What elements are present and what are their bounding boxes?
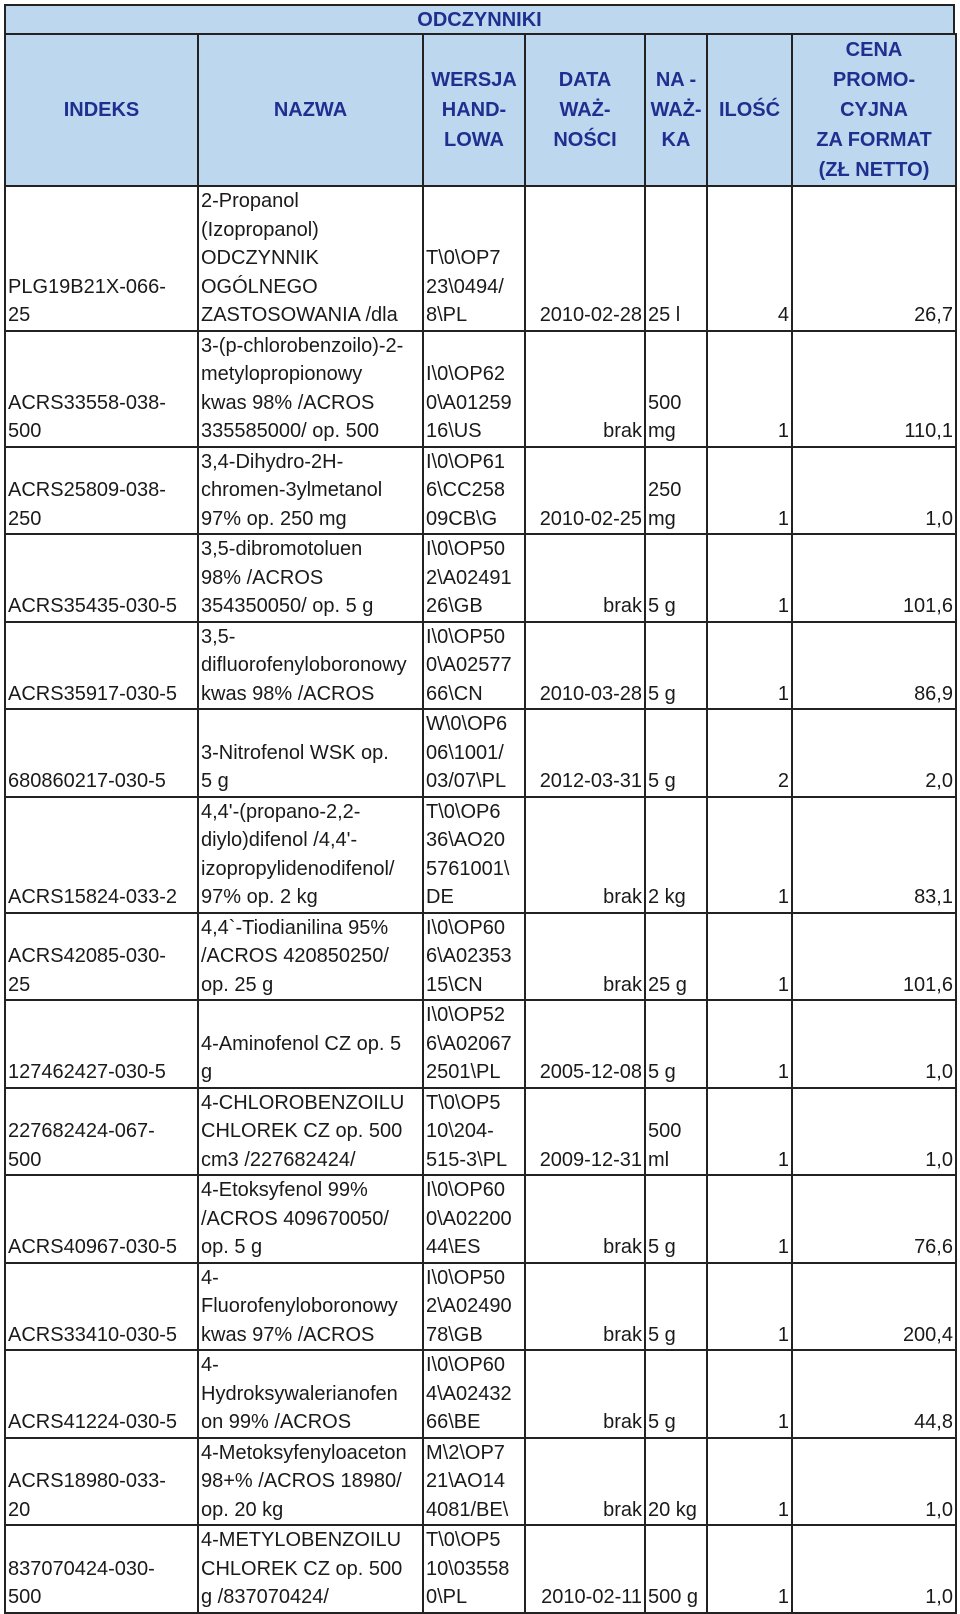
cell-nawazka: 500 mg: [645, 331, 707, 447]
cell-data-waznosci: 2010-02-28: [525, 186, 645, 331]
cell-wersja: I\0\OP60 4\A02432 66\BE: [423, 1350, 525, 1438]
reagents-document: [4, 4, 955, 1614]
cell-ilosc: 1: [707, 1438, 792, 1526]
cell-data-waznosci: 2010-02-25: [525, 447, 645, 535]
cell-wersja: I\0\OP52 6\A02067 2501\PL: [423, 1000, 525, 1088]
cell-wersja: I\0\OP60 6\A02353 15\CN: [423, 913, 525, 1001]
cell-nawazka: 25 g: [645, 913, 707, 1001]
cell-data-waznosci: brak: [525, 331, 645, 447]
cell-indeks: PLG19B21X-066- 25: [5, 186, 198, 331]
table-row: [5, 1000, 956, 1088]
table-row: [5, 1525, 956, 1613]
cell-nawazka: 5 g: [645, 1175, 707, 1263]
cell-cena: 200,4: [792, 1263, 956, 1351]
cell-nawazka: 5 g: [645, 622, 707, 710]
cell-cena: 1,0: [792, 1000, 956, 1088]
cell-nazwa: 3,5- difluorofenyloboronowy kwas 98% /ACROS: [198, 622, 423, 710]
cell-data-waznosci: 2009-12-31: [525, 1088, 645, 1176]
cell-nawazka: 5 g: [645, 1263, 707, 1351]
cell-ilosc: 1: [707, 1088, 792, 1176]
cell-wersja: I\0\OP62 0\A01259 16\US: [423, 331, 525, 447]
cell-cena: 86,9: [792, 622, 956, 710]
cell-nawazka: 250 mg: [645, 447, 707, 535]
cell-indeks: ACRS33410-030-5: [5, 1263, 198, 1351]
table-row: [5, 534, 956, 622]
cell-indeks: ACRS42085-030- 25: [5, 913, 198, 1001]
cell-data-waznosci: brak: [525, 1438, 645, 1526]
cell-nazwa: 4-Aminofenol CZ op. 5 g: [198, 1000, 423, 1088]
cell-wersja: M\2\OP7 21\AO14 4081/BE\: [423, 1438, 525, 1526]
cell-indeks: ACRS40967-030-5: [5, 1175, 198, 1263]
table-row: [5, 1350, 956, 1438]
cell-nazwa: 3,4-Dihydro-2H- chromen-3ylmetanol 97% op. 250 mg: [198, 447, 423, 535]
cell-data-waznosci: 2005-12-08: [525, 1000, 645, 1088]
cell-cena: 110,1: [792, 331, 956, 447]
cell-nawazka: 5 g: [645, 534, 707, 622]
cell-ilosc: 1: [707, 331, 792, 447]
cell-nazwa: 4-Metoksyfenyloaceton 98+% /ACROS 18980/ op. 20 kg: [198, 1438, 423, 1526]
cell-nazwa: 3-(p-chlorobenzoilo)-2- metylopropionowy kwas 98% /ACROS 335585000/ op. 500: [198, 331, 423, 447]
cell-data-waznosci: brak: [525, 797, 645, 913]
cell-nazwa: 4-Etoksyfenol 99% /ACROS 409670050/ op. 5 g: [198, 1175, 423, 1263]
column-header-cena: CENA PROMO- CYJNA ZA FORMAT (ZŁ NETTO): [792, 34, 956, 186]
cell-indeks: 127462427-030-5: [5, 1000, 198, 1088]
cell-indeks: ACRS15824-033-2: [5, 797, 198, 913]
cell-nazwa: 3-Nitrofenol WSK op. 5 g: [198, 709, 423, 797]
cell-cena: 1,0: [792, 447, 956, 535]
cell-data-waznosci: brak: [525, 913, 645, 1001]
cell-cena: 1,0: [792, 1438, 956, 1526]
cell-ilosc: 2: [707, 709, 792, 797]
cell-ilosc: 4: [707, 186, 792, 331]
cell-nawazka: 5 g: [645, 1350, 707, 1438]
cell-data-waznosci: brak: [525, 534, 645, 622]
cell-ilosc: 1: [707, 1175, 792, 1263]
column-header-nawazka: NA - WAŻ- KA: [645, 34, 707, 186]
table-row: [5, 622, 956, 710]
cell-nawazka: 5 g: [645, 1000, 707, 1088]
cell-nawazka: 500 ml: [645, 1088, 707, 1176]
cell-data-waznosci: brak: [525, 1263, 645, 1351]
column-header-indeks: INDEKS: [5, 34, 198, 186]
cell-ilosc: 1: [707, 1263, 792, 1351]
table-row: [5, 1438, 956, 1526]
cell-nazwa: 4,4`-Tiodianilina 95% /ACROS 420850250/ op. 25 g: [198, 913, 423, 1001]
table-row: [5, 1088, 956, 1176]
cell-cena: 1,0: [792, 1088, 956, 1176]
table-header-row: [5, 34, 956, 186]
cell-ilosc: 1: [707, 622, 792, 710]
column-header-ilosc: ILOŚĆ: [707, 34, 792, 186]
cell-wersja: W\0\OP6 06\1001/ 03/07\PL: [423, 709, 525, 797]
table-row: [5, 1175, 956, 1263]
cell-indeks: ACRS41224-030-5: [5, 1350, 198, 1438]
cell-nawazka: 25 l: [645, 186, 707, 331]
cell-indeks: ACRS35917-030-5: [5, 622, 198, 710]
cell-ilosc: 1: [707, 534, 792, 622]
cell-wersja: T\0\OP5 10\204- 515-3\PL: [423, 1088, 525, 1176]
cell-ilosc: 1: [707, 447, 792, 535]
cell-cena: 101,6: [792, 534, 956, 622]
cell-nazwa: 4- Fluorofenyloboronowy kwas 97% /ACROS: [198, 1263, 423, 1351]
cell-indeks: 680860217-030-5: [5, 709, 198, 797]
cell-indeks: ACRS33558-038- 500: [5, 331, 198, 447]
cell-cena: 101,6: [792, 913, 956, 1001]
cell-indeks: 837070424-030- 500: [5, 1525, 198, 1613]
cell-cena: 2,0: [792, 709, 956, 797]
reagents-table: [4, 33, 957, 1614]
cell-indeks: ACRS18980-033- 20: [5, 1438, 198, 1526]
table-body: [5, 186, 956, 1613]
cell-ilosc: 1: [707, 797, 792, 913]
cell-wersja: T\0\OP6 36\AO20 5761001\ DE: [423, 797, 525, 913]
cell-data-waznosci: 2012-03-31: [525, 709, 645, 797]
cell-ilosc: 1: [707, 1525, 792, 1613]
cell-indeks: ACRS35435-030-5: [5, 534, 198, 622]
table-row: [5, 447, 956, 535]
cell-indeks: ACRS25809-038- 250: [5, 447, 198, 535]
cell-wersja: I\0\OP50 2\A02491 26\GB: [423, 534, 525, 622]
cell-nawazka: 5 g: [645, 709, 707, 797]
cell-indeks: 227682424-067- 500: [5, 1088, 198, 1176]
cell-cena: 83,1: [792, 797, 956, 913]
cell-nazwa: 4-CHLOROBENZOILU CHLOREK CZ op. 500 cm3 /227682424/: [198, 1088, 423, 1176]
cell-ilosc: 1: [707, 913, 792, 1001]
cell-wersja: I\0\OP50 0\A02577 66\CN: [423, 622, 525, 710]
cell-nazwa: 4-METYLOBENZOILU CHLOREK CZ op. 500 g /837070424/: [198, 1525, 423, 1613]
column-header-data: DATA WAŻ- NOŚCI: [525, 34, 645, 186]
cell-nawazka: 20 kg: [645, 1438, 707, 1526]
cell-wersja: I\0\OP61 6\CC258 09CB\G: [423, 447, 525, 535]
cell-wersja: I\0\OP60 0\A02200 44\ES: [423, 1175, 525, 1263]
cell-data-waznosci: brak: [525, 1350, 645, 1438]
cell-nazwa: 3,5-dibromotoluen 98% /ACROS 354350050/ op. 5 g: [198, 534, 423, 622]
cell-cena: 26,7: [792, 186, 956, 331]
cell-ilosc: 1: [707, 1000, 792, 1088]
cell-wersja: I\0\OP50 2\A02490 78\GB: [423, 1263, 525, 1351]
cell-data-waznosci: 2010-03-28: [525, 622, 645, 710]
table-row: [5, 709, 956, 797]
cell-data-waznosci: 2010-02-11: [525, 1525, 645, 1613]
cell-nawazka: 500 g: [645, 1525, 707, 1613]
cell-ilosc: 1: [707, 1350, 792, 1438]
cell-cena: 44,8: [792, 1350, 956, 1438]
cell-nawazka: 2 kg: [645, 797, 707, 913]
table-row: [5, 797, 956, 913]
cell-nazwa: 2-Propanol (Izopropanol) ODCZYNNIK OGÓLNEGO ZASTOSOWANIA /dla: [198, 186, 423, 331]
document-title: ODCZYNNIKI: [4, 4, 955, 33]
table-row: [5, 186, 956, 331]
cell-nazwa: 4- Hydroksywalerianofen on 99% /ACROS: [198, 1350, 423, 1438]
column-header-wersja: WERSJA HAND- LOWA: [423, 34, 525, 186]
cell-data-waznosci: brak: [525, 1175, 645, 1263]
table-row: [5, 331, 956, 447]
cell-wersja: T\0\OP5 10\03558 0\PL: [423, 1525, 525, 1613]
cell-cena: 76,6: [792, 1175, 956, 1263]
table-row: [5, 1263, 956, 1351]
cell-nazwa: 4,4'-(propano-2,2- diylo)difenol /4,4'- izopropylidenodifenol/ 97% op. 2 kg: [198, 797, 423, 913]
cell-cena: 1,0: [792, 1525, 956, 1613]
cell-wersja: T\0\OP7 23\0494/ 8\PL: [423, 186, 525, 331]
column-header-nazwa: NAZWA: [198, 34, 423, 186]
table-row: [5, 913, 956, 1001]
